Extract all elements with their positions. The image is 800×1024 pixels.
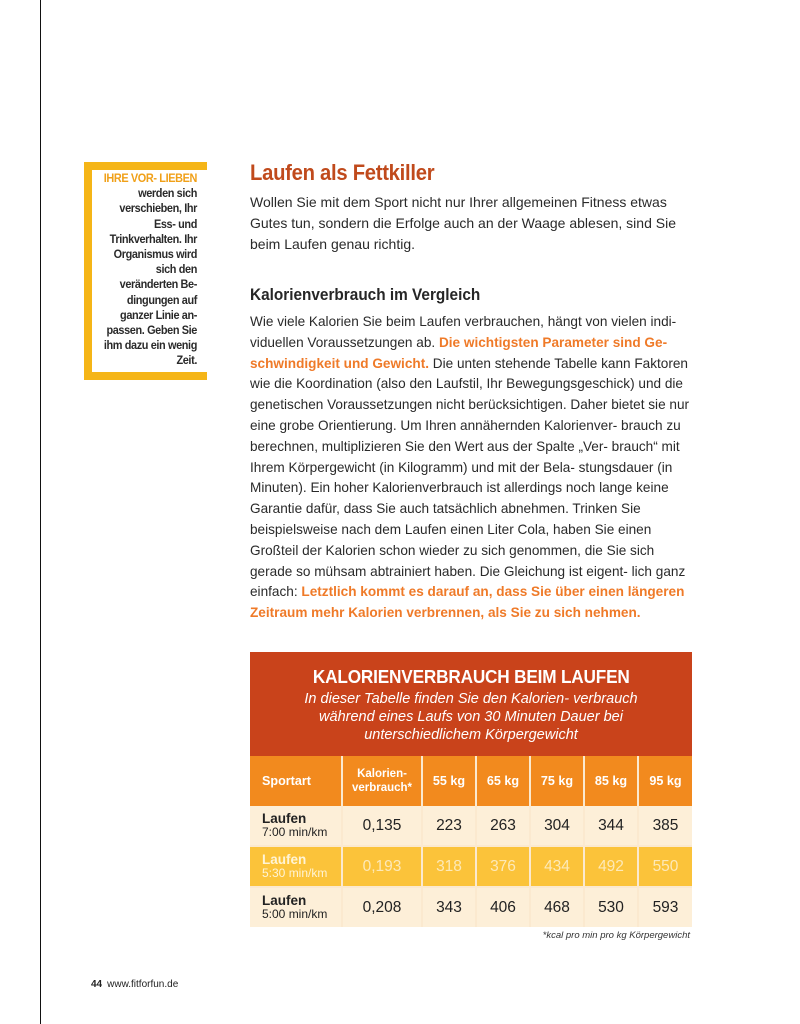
table-title: KALORIENVERBRAUCH BEIM LAUFEN: [312, 666, 630, 687]
cell-85: 492: [584, 846, 638, 887]
cell-sport: [250, 806, 342, 846]
col-header-95: 95 kg: [638, 756, 692, 806]
article-header: [250, 160, 700, 186]
table-row: [250, 887, 692, 927]
cell-75: 468: [530, 887, 584, 927]
tip-body: werden sich verschieben, Ihr Ess- und Trinkverhalten. Ihr Organismus wird sich den veränderten Be- dingungen auf ganzer Linie an- passen. Geben Sie ihm dazu ein wenig Zeit.: [103, 187, 197, 368]
table-header-row: [250, 756, 692, 806]
cell-sport: [250, 887, 342, 927]
article-title: Laufen als Fettkiller: [250, 160, 435, 185]
col-header-consumption-label: Kalorien- verbrauch*: [351, 768, 413, 794]
cell-consumption: 0,208: [342, 887, 422, 927]
col-header-65: 65 kg: [476, 756, 530, 806]
cell-75: 304: [530, 806, 584, 846]
table-row: [250, 806, 692, 846]
cell-85: 530: [584, 887, 638, 927]
cell-85: 344: [584, 806, 638, 846]
cell-95: 385: [638, 806, 692, 846]
body-highlight-2: Letztlich kommt es darauf an, dass Sie über einen längeren Zeitraum mehr Kalorien verbrennen, als Sie zu sich nehmen.: [250, 584, 685, 621]
cell-55: 318: [422, 846, 476, 887]
cell-65: 406: [476, 887, 530, 927]
cell-sport-name: Laufen: [262, 893, 307, 908]
cell-sport: [250, 846, 342, 887]
col-header-sport: Sportart: [250, 756, 342, 806]
cell-consumption: 0,135: [342, 806, 422, 846]
cell-95: 593: [638, 887, 692, 927]
body-highlight-1: Die wichtigsten Parameter sind Ge- schwindigkeit und Gewicht.: [250, 334, 668, 371]
col-header-consumption: [342, 756, 422, 806]
body-text-2: Die unten stehende Tabelle kann Faktoren wie die Koordination (also den Laufstil, Ihr Bewegungsgeschick) und die genetischen Voraussetzungen nicht berücksichtigen. Daher bietet sie nur eine grobe Orientierung. Um Ihren annähernden Kalorienver- brauch zu berechnen, multiplizieren Sie den Wert aus der Spalte „Ver- brauch“ mit Ihrem Körpergewicht (in Kilogramm) und mit der Bela- stungsdauer (in Minuten). Ein hoher Kalorienverbrauch ist allerdings noch lange keine Garantie dafür, dass Sie auch tatsächlich abnehmen. Trinken Sie beispielsweise nach dem Laufen einen Liter Cola, haben Sie einen Großteil der Kalorien schon wieder zu sich genommen, die Sie sich gerade so mühsam abtrainiert haben. Die Gleichung ist eigent- lich ganz einfach:: [250, 355, 690, 600]
article-intro: Wollen Sie mit dem Sport nicht nur Ihrer allgemeinen Fitness etwas Gutes tun, sondern die Erfolge auch an der Waage ablesen, sind Sie beim Laufen genau richtig.: [250, 194, 676, 252]
cell-sport-name: Laufen: [262, 852, 307, 867]
cell-65: 376: [476, 846, 530, 887]
page-footer: [91, 979, 178, 990]
table-row: [250, 846, 692, 887]
table-subtitle: In dieser Tabelle finden Sie den Kalorien- verbrauch während eines Laufs von 30 Minuten Dauer bei unterschiedlichem Körpergewicht: [304, 691, 638, 743]
article-body: [250, 312, 700, 624]
tip-text: [98, 171, 197, 369]
col-header-55: 55 kg: [422, 756, 476, 806]
cell-55: 223: [422, 806, 476, 846]
cell-sport-name: Laufen: [262, 811, 307, 826]
section-heading: Kalorienverbrauch im Vergleich: [250, 286, 481, 304]
cell-consumption: 0,193: [342, 846, 422, 887]
tip-highlight: IHRE VOR- LIEBEN: [103, 172, 197, 185]
table-grid: [250, 756, 692, 927]
cell-65: 263: [476, 806, 530, 846]
col-header-85: 85 kg: [584, 756, 638, 806]
cell-55: 343: [422, 887, 476, 927]
footer-url: www.fitforfun.de: [107, 979, 179, 990]
cell-pace: 5:00 min/km: [262, 907, 328, 921]
table-header-block: [250, 652, 692, 756]
col-header-75: 75 kg: [530, 756, 584, 806]
page-spine-line: [40, 0, 41, 1024]
cell-pace: 7:00 min/km: [262, 825, 328, 839]
table-footnote: *kcal pro min pro kg Körpergewicht: [542, 930, 690, 941]
tip-box: [84, 162, 195, 380]
cell-95: 550: [638, 846, 692, 887]
cell-pace: 5:30 min/km: [262, 866, 328, 880]
body-text-1: Wie viele Kalorien Sie beim Laufen verbrauchen, hängt von vielen indi- viduellen Voraussetzungen ab.: [250, 314, 677, 350]
calorie-table: [250, 652, 692, 927]
page-number: 44: [91, 979, 103, 990]
cell-75: 434: [530, 846, 584, 887]
